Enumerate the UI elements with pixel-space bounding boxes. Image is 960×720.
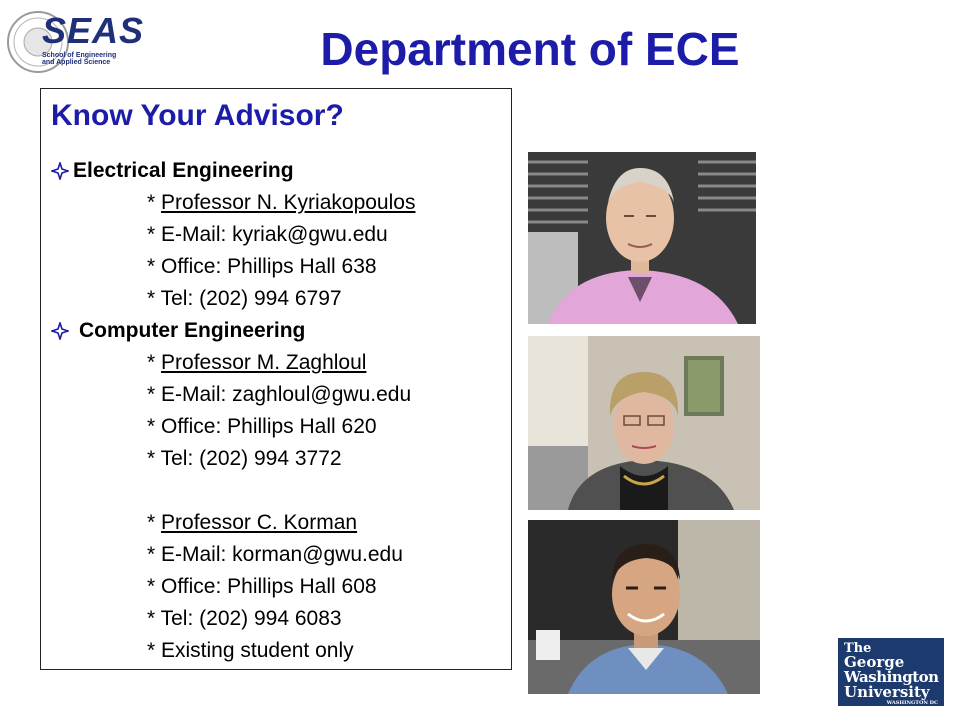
section-heading: Computer Engineering: [79, 319, 306, 342]
advisor-email: * E-Mail: kyriak@gwu.edu: [147, 223, 388, 246]
advisor-tel: * Tel: (202) 994 6797: [147, 287, 342, 310]
advisor-tel: * Tel: (202) 994 6083: [147, 607, 342, 630]
gwu-logo-sub: WASHINGTON DC: [886, 700, 938, 706]
advisor-email: * E-Mail: korman@gwu.edu: [147, 543, 403, 566]
advisor-photo-kyriakopoulos: [528, 152, 756, 324]
advisor-office: * Office: Phillips Hall 620: [147, 415, 377, 438]
advisor-name-line: [147, 191, 415, 215]
advisor-office: * Office: Phillips Hall 638: [147, 255, 377, 278]
seas-logo-name: SEAS: [42, 10, 145, 51]
advisor-name-link[interactable]: Professor C. Korman: [161, 511, 358, 534]
seas-logo: [4, 4, 145, 76]
diamond-bullet-icon: [51, 162, 69, 180]
advisor-note: * Existing student only: [147, 639, 354, 662]
advisor-name-line: [147, 511, 357, 535]
advisor-photo-zaghloul: [528, 336, 760, 510]
gwu-logo-line: The: [844, 641, 872, 656]
advisor-panel: [40, 88, 512, 670]
diamond-bullet-icon: [51, 322, 69, 340]
advisor-email: * E-Mail: zaghloul@gwu.edu: [147, 383, 412, 406]
advisor-name-link[interactable]: Professor N. Kyriakopoulos: [161, 191, 416, 214]
seas-logo-subtitle: School of Engineering and Applied Science: [42, 52, 117, 66]
section-computer-engineering: [51, 319, 305, 343]
advisor-name-link[interactable]: Professor M. Zaghloul: [161, 351, 367, 374]
advisor-office: * Office: Phillips Hall 608: [147, 575, 377, 598]
advisor-tel: * Tel: (202) 994 3772: [147, 447, 342, 470]
page-title-text: Department of ECE: [320, 23, 740, 75]
section-electrical-engineering: [51, 159, 294, 183]
bullet-prefix: *: [147, 511, 162, 534]
advisor-name-line: [147, 351, 366, 375]
gwu-logo-line: George: [844, 653, 905, 671]
advisor-photo-korman: [528, 520, 760, 694]
gwu-logo-line: University: [844, 683, 930, 701]
section-heading: Electrical Engineering: [73, 159, 294, 182]
gwu-logo-line: Washington: [844, 668, 939, 686]
page-title: [300, 22, 760, 76]
gwu-logo: [838, 638, 944, 706]
panel-heading: Know Your Advisor?: [51, 99, 344, 132]
bullet-prefix: *: [147, 191, 162, 214]
bullet-prefix: *: [147, 351, 162, 374]
